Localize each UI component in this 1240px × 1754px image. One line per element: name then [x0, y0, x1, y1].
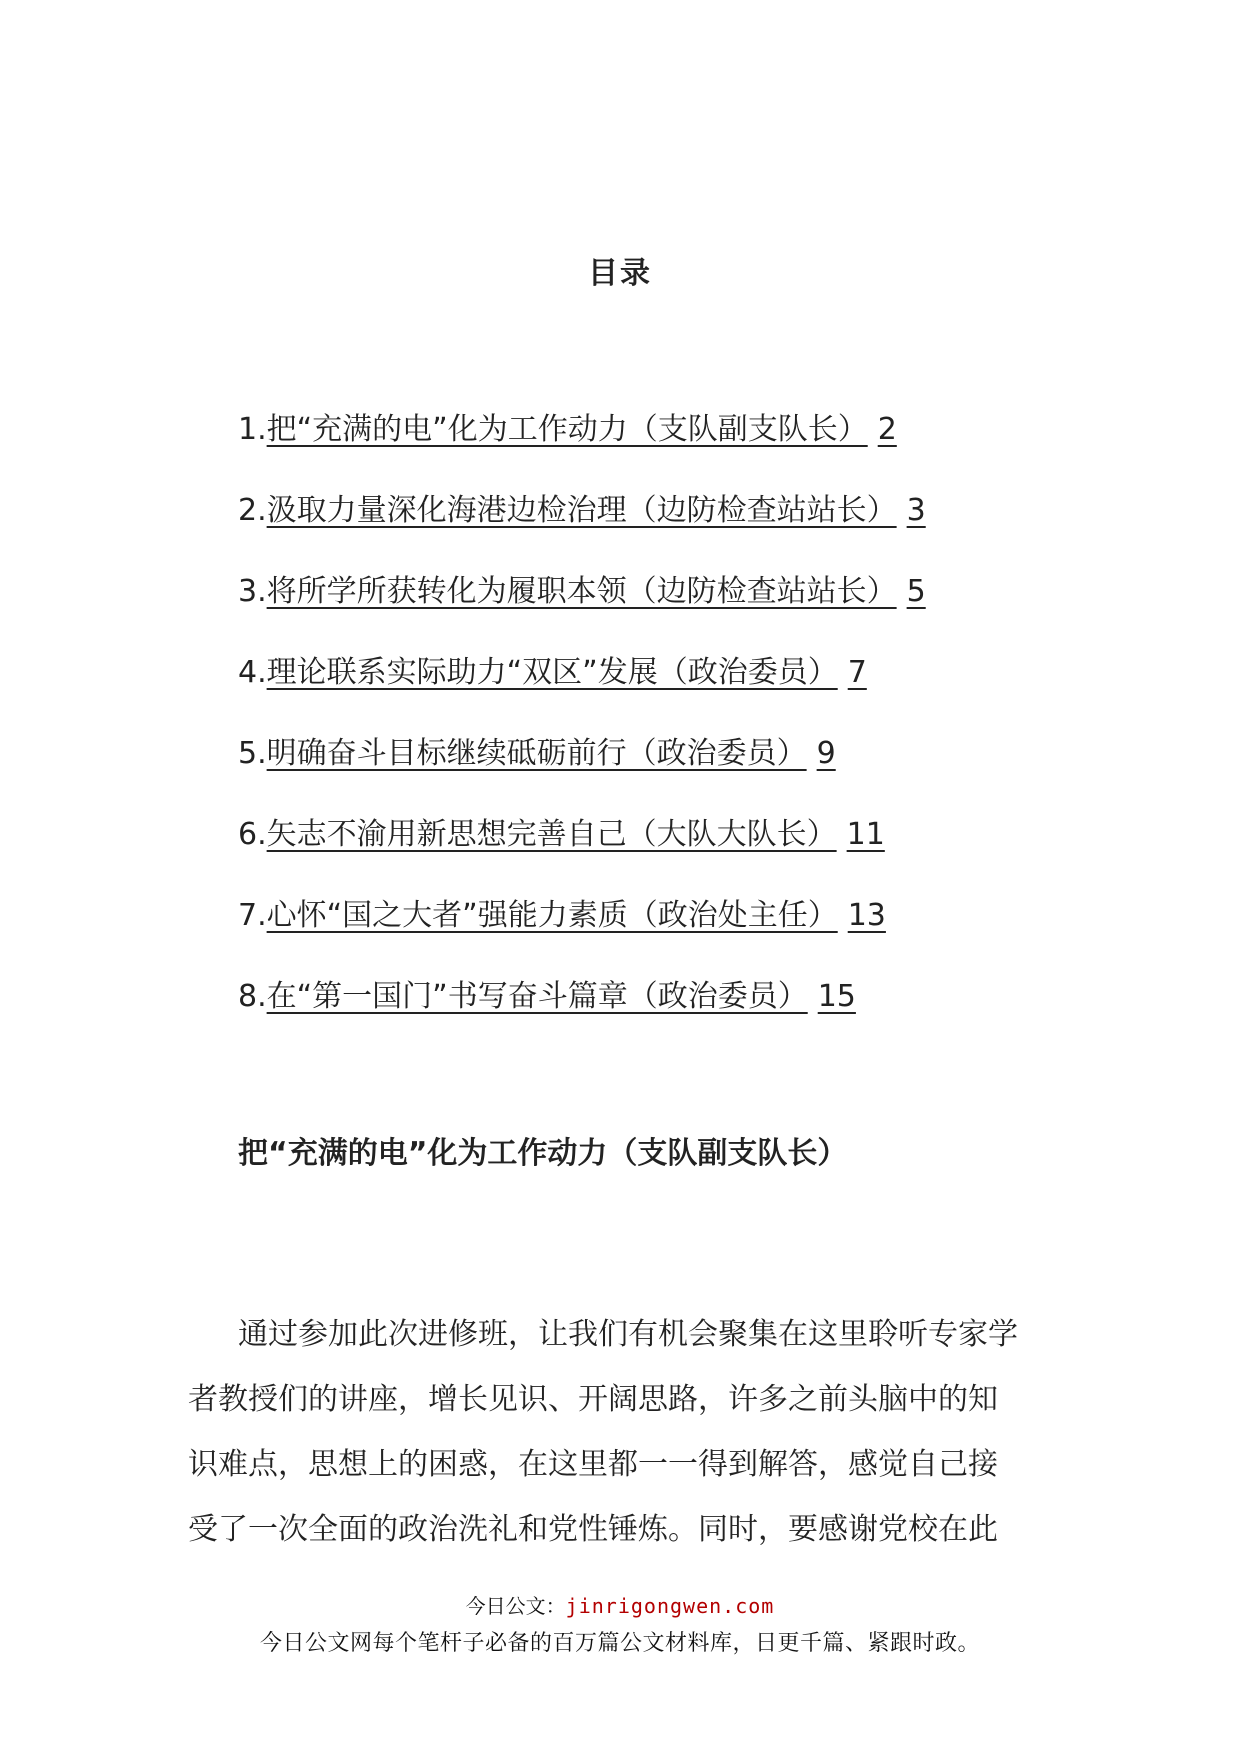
toc-item-page[interactable]: 11	[846, 817, 885, 852]
toc-item-page[interactable]: 2	[877, 412, 897, 447]
section-heading: 把“充满的电”化为工作动力（支队副支队长）	[238, 1136, 848, 1171]
toc-item-page[interactable]: 7	[847, 655, 867, 690]
toc-item[interactable]	[238, 805, 926, 886]
toc-item-link[interactable]: 矢志不渝用新思想完善自己（大队大队长）	[266, 817, 837, 852]
paragraph-line: 识难点，思想上的困惑，在这里都一一得到解答，感觉自己接	[188, 1447, 998, 1482]
toc-item-number: 3.	[238, 574, 267, 609]
toc-item-link[interactable]: 明确奋斗目标继续砥砺前行（政治委员）	[266, 736, 807, 771]
toc-item-link[interactable]: 理论联系实际助力“双区”发展（政治委员）	[266, 655, 838, 690]
body-paragraph	[188, 1302, 1058, 1562]
toc-item-link[interactable]: 心怀“国之大者”强能力素质（政治处主任）	[266, 898, 838, 933]
toc-item[interactable]	[238, 886, 926, 967]
toc-item-link[interactable]: 将所学所获转化为履职本领（边防检查站站长）	[266, 574, 897, 609]
toc-item[interactable]	[238, 481, 926, 562]
toc-item-link[interactable]: 把“充满的电”化为工作动力（支队副支队长）	[266, 412, 868, 447]
toc-item-number: 5.	[238, 736, 267, 771]
toc-item[interactable]	[238, 967, 926, 1048]
toc-item-page[interactable]: 3	[906, 493, 926, 528]
footer-site-label: 今日公文：	[465, 1594, 566, 1618]
table-of-contents	[238, 400, 926, 1048]
toc-item[interactable]	[238, 643, 926, 724]
toc-item-link[interactable]: 在“第一国门”书写奋斗篇章（政治委员）	[266, 979, 808, 1014]
paragraph-line: 者教授们的讲座，增长见识、开阔思路，许多之前头脑中的知	[188, 1382, 998, 1417]
toc-item-number: 8.	[238, 979, 267, 1014]
footer-site	[0, 1590, 1240, 1619]
footer-site-url[interactable]: jinrigongwen.com	[565, 1594, 775, 1618]
toc-item-page[interactable]: 13	[847, 898, 886, 933]
toc-item-link[interactable]: 汲取力量深化海港边检治理（边防检查站站长）	[266, 493, 897, 528]
toc-title: 目录	[588, 256, 652, 291]
toc-item-number: 4.	[238, 655, 267, 690]
paragraph-line: 受了一次全面的政治洗礼和党性锤炼。同时，要感谢党校在此	[188, 1512, 998, 1547]
toc-item[interactable]	[238, 562, 926, 643]
toc-item-number: 1.	[238, 412, 267, 447]
toc-item-page[interactable]: 5	[906, 574, 926, 609]
toc-item-page[interactable]: 9	[816, 736, 836, 771]
toc-item-number: 7.	[238, 898, 267, 933]
paragraph-line: 通过参加此次进修班，让我们有机会聚集在这里聆听专家学	[238, 1317, 1018, 1352]
toc-item-number: 6.	[238, 817, 267, 852]
footer-slogan: 今日公文网每个笔杆子必备的百万篇公文材料库，日更千篇、紧跟时政。	[259, 1631, 980, 1656]
toc-item-number: 2.	[238, 493, 267, 528]
toc-item-page[interactable]: 15	[817, 979, 856, 1014]
toc-item[interactable]	[238, 400, 926, 481]
toc-item[interactable]	[238, 724, 926, 805]
